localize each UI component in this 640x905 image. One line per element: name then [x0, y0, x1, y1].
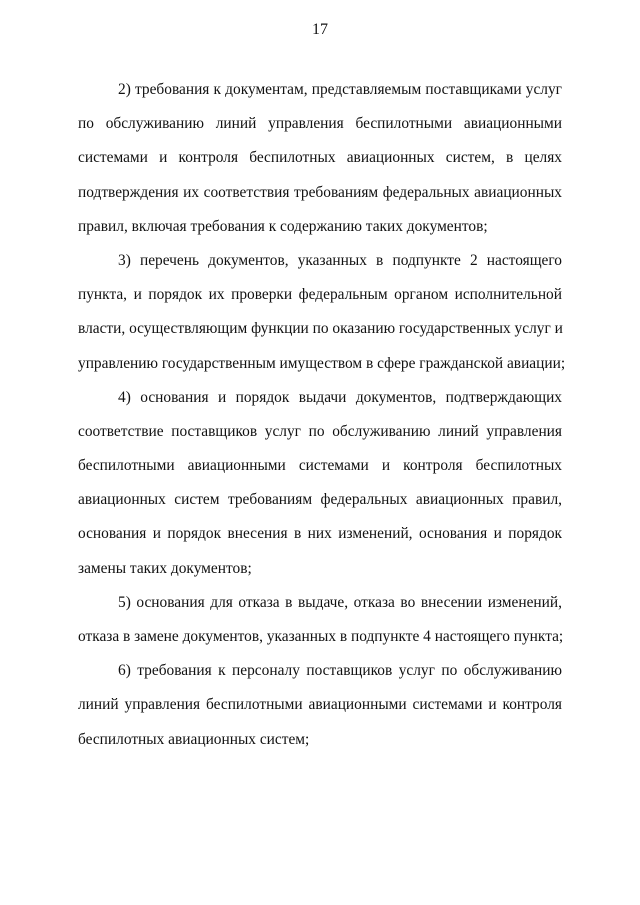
document-body [78, 73, 566, 757]
text-line: беспилотными авиационными системами и контроля беспилотных [78, 457, 562, 475]
text-line: по обслуживанию линий управления беспилотными авиационными [78, 115, 562, 133]
text-line: власти, осуществляющим функции по оказанию государственных услуг и [78, 320, 563, 338]
text-line: авиационных систем требованиям федеральных авиационных правил, [78, 491, 562, 509]
text-line: 2) требования к документам, представляемым поставщиками услуг [118, 81, 562, 98]
paragraph-3 [78, 244, 566, 381]
text-line: 5) основания для отказа в выдаче, отказа во внесении изменений, [118, 593, 562, 611]
page-number: 17 [312, 21, 328, 38]
text-line: основания и порядок внесения в них изменений, основания и порядок [78, 525, 562, 543]
text-line: пункта, и порядок их проверки федеральным органом исполнительной [78, 286, 562, 304]
text-line: линий управления беспилотными авиационными системами и контроля [78, 696, 562, 714]
text-line: отказа в замене документов, указанных в подпункте 4 настоящего пункта; [78, 628, 564, 645]
text-line: 4) основания и порядок выдачи документов, подтверждающих [118, 388, 562, 406]
paragraph-4 [78, 381, 562, 586]
text-line: 3) перечень документов, указанных в подпункте 2 настоящего [118, 251, 562, 269]
text-line: системами и контроля беспилотных авиационных систем, в целях [78, 149, 562, 167]
text-line: соответствие поставщиков услуг по обслуживанию линий управления [78, 422, 562, 440]
paragraph-5 [78, 586, 562, 654]
text-line: управлению государственным имуществом в сфере гражданской авиации; [78, 354, 566, 372]
text-line: беспилотных авиационных систем; [78, 730, 310, 748]
text-line: замены таких документов; [78, 559, 252, 577]
text-line: правил, включая требования к содержанию таких документов; [78, 217, 488, 235]
text-line: 6) требования к персоналу поставщиков услуг по обслуживанию [118, 662, 562, 680]
text-line: подтверждения их соответствия требованиям федеральных авиационных [78, 183, 562, 201]
paragraph-6 [78, 654, 562, 757]
paragraph-2 [78, 73, 562, 244]
